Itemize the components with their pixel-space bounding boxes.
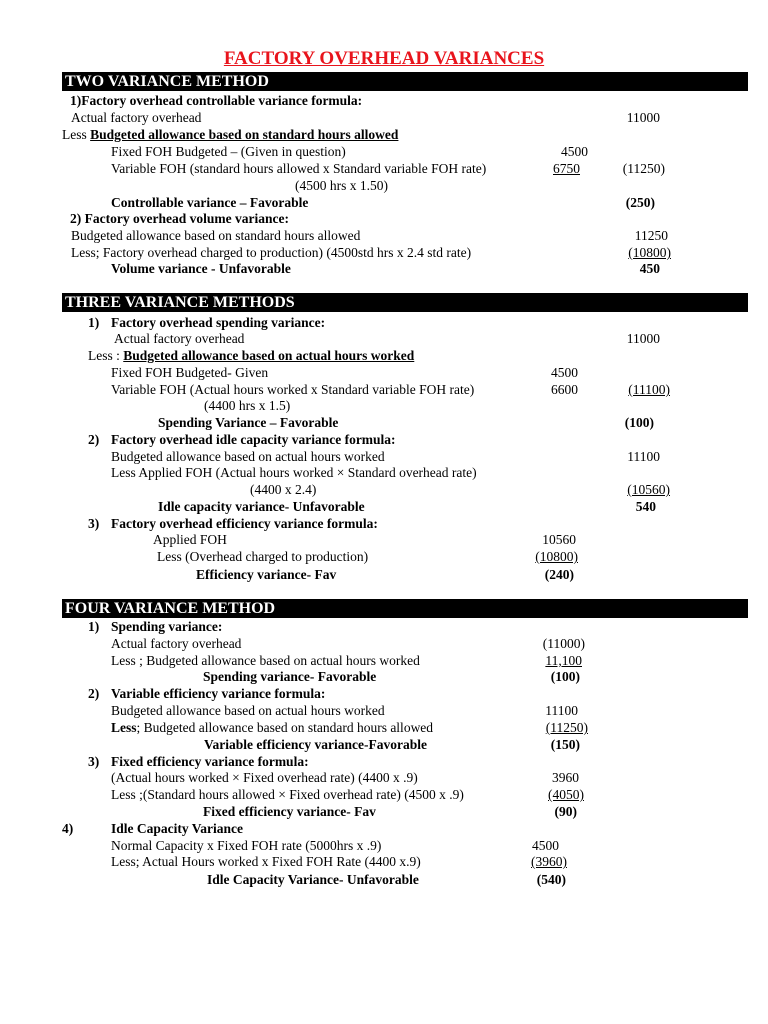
four-actual-foh-label: Actual factory overhead xyxy=(111,636,242,651)
four-budgeted-std-value: (11250) xyxy=(545,720,588,735)
four-var-eff-result-label: Variable efficiency variance-Favorable xyxy=(204,737,427,752)
four-spending-heading: Spending variance: xyxy=(111,619,223,634)
two-less-label: Less Budgeted allowance based on standard hours allowed xyxy=(62,127,399,142)
four-fixed-overhead-label: (Actual hours worked × Fixed overhead rate) (4400 x .9) xyxy=(111,770,418,785)
three-item-number-1: 1) xyxy=(88,315,100,330)
three-budgeted-actual-value: 11100 xyxy=(627,449,660,464)
two-foh-charged-value: (10800) xyxy=(628,245,671,260)
two-fixed-foh-label: Fixed FOH Budgeted – (Given in question) xyxy=(111,144,346,159)
four-budgeted-actual-label: Less ; Budgeted allowance based on actual hours worked xyxy=(111,653,420,668)
four-item-number-3: 3) xyxy=(88,754,100,769)
two-variable-foh-value: 6750 xyxy=(553,161,580,176)
three-applied-foh-value: (10560) xyxy=(627,482,670,497)
page-title: FACTORY OVERHEAD VARIANCES xyxy=(223,48,545,69)
four-idle-result-label: Idle Capacity Variance- Unfavorable xyxy=(207,872,419,887)
four-item-number-1: 1) xyxy=(88,619,100,634)
three-budgeted-actual-label: Budgeted allowance based on actual hours worked xyxy=(111,449,385,464)
three-fixed-foh-label: Fixed FOH Budgeted- Given xyxy=(111,365,269,380)
three-actual-foh-value: 11000 xyxy=(626,331,660,346)
four-idle-heading: Idle Capacity Variance xyxy=(111,821,244,836)
four-fixed-eff-result-label: Fixed efficiency variance- Fav xyxy=(203,804,376,819)
four-std-fixed-overhead-label: Less ;(Standard hours allowed × Fixed overhead rate) (4500 x .9) xyxy=(111,787,464,802)
four-fixed-overhead-value: 3960 xyxy=(552,770,579,785)
three-efficiency-heading: Factory overhead efficiency variance formula: xyxy=(111,516,378,531)
two-foh-charged-label: Less; Factory overhead charged to production) (4500std hrs x 2.4 std rate) xyxy=(71,245,472,260)
four-item-number-2: 2) xyxy=(88,686,100,701)
four-budgeted-actual-value-2: 11100 xyxy=(545,703,578,718)
two-controllable-result-value: (250) xyxy=(625,195,655,210)
two-variable-foh-label: Variable FOH (standard hours allowed x Standard variable FOH rate) xyxy=(111,161,487,176)
three-applied-value: 10560 xyxy=(542,532,576,547)
four-fixed-eff-heading: Fixed efficiency variance formula: xyxy=(111,754,309,769)
three-efficiency-result-label: Efficiency variance- Fav xyxy=(196,567,337,582)
three-idle-result-label: Idle capacity variance- Unfavorable xyxy=(158,499,365,514)
section-header-three-variance: THREE VARIANCE METHODS xyxy=(62,293,748,312)
three-variable-calc-note: (4400 hrs x 1.5) xyxy=(204,398,291,413)
section-header-two-variance: TWO VARIANCE METHOD xyxy=(62,72,748,91)
three-overhead-charged-value: (10800) xyxy=(535,549,578,564)
two-controllable-heading: 1)Factory overhead controllable variance formula: xyxy=(70,93,363,108)
two-fixed-foh-value: 4500 xyxy=(561,144,588,159)
four-budgeted-std-label: Less; Budgeted allowance based on standard hours allowed xyxy=(111,720,434,735)
three-budgeted-actual-heading: Budgeted allowance based on actual hours worked xyxy=(123,348,415,363)
three-spending-result-label: Spending Variance – Favorable xyxy=(158,415,339,430)
four-var-eff-heading: Variable efficiency variance formula: xyxy=(111,686,326,701)
three-variable-foh-label: Variable FOH (Actual hours worked x Standard variable FOH rate) xyxy=(111,382,475,397)
three-efficiency-result-value: (240) xyxy=(544,567,574,582)
two-variable-calc-note: (4500 hrs x 1.50) xyxy=(295,178,388,193)
two-budgeted-std-value: 11250 xyxy=(634,228,668,243)
two-budgeted-allowance-heading: Budgeted allowance based on standard hours allowed xyxy=(90,127,399,142)
four-actual-hours-value: (3960) xyxy=(531,854,567,869)
three-spending-result-value: (100) xyxy=(624,415,654,430)
three-budget-total: (11100) xyxy=(628,382,670,397)
four-idle-result-value: (540) xyxy=(536,872,566,887)
four-budgeted-actual-value: 11,100 xyxy=(545,653,582,668)
two-actual-foh-value: 11000 xyxy=(626,110,660,125)
two-budgeted-std-label: Budgeted allowance based on standard hours allowed xyxy=(71,228,361,243)
four-spending-result-label: Spending variance- Favorable xyxy=(203,669,377,684)
four-normal-capacity-label: Normal Capacity x Fixed FOH rate (5000hrs x .9) xyxy=(111,838,382,853)
three-applied-foh-label: Less Applied FOH (Actual hours worked × Standard overhead rate) xyxy=(111,465,477,480)
four-var-eff-result-value: (150) xyxy=(550,737,580,752)
four-item-number-4: 4) xyxy=(62,821,74,836)
two-budget-total: (11250) xyxy=(622,161,665,176)
three-idle-result-value: 540 xyxy=(635,499,656,514)
three-actual-foh-label: Actual factory overhead xyxy=(114,331,245,346)
two-volume-heading: 2) Factory overhead volume variance: xyxy=(70,211,289,226)
four-actual-foh-value: (11000) xyxy=(542,636,585,651)
three-idle-heading: Factory overhead idle capacity variance formula: xyxy=(111,432,396,447)
four-fixed-eff-result-value: (90) xyxy=(554,804,577,819)
two-actual-foh-label: Actual factory overhead xyxy=(71,110,202,125)
four-std-fixed-overhead-value: (4050) xyxy=(548,787,584,802)
section-header-four-variance: FOUR VARIANCE METHOD xyxy=(62,599,748,618)
two-volume-result-label: Volume variance - Unfavorable xyxy=(111,261,291,276)
two-controllable-result-label: Controllable variance – Favorable xyxy=(111,195,309,210)
three-fixed-foh-value: 4500 xyxy=(551,365,578,380)
four-normal-capacity-value: 4500 xyxy=(532,838,559,853)
three-item-number-3: 3) xyxy=(88,516,100,531)
two-volume-result-value: 450 xyxy=(639,261,660,276)
three-less-label: Less : Budgeted allowance based on actual hours worked xyxy=(88,348,415,363)
three-item-number-2: 2) xyxy=(88,432,100,447)
three-variable-foh-value: 6600 xyxy=(551,382,578,397)
three-applied-label: Applied FOH xyxy=(153,532,227,547)
three-spending-heading: Factory overhead spending variance: xyxy=(111,315,326,330)
four-budgeted-actual-label-2: Budgeted allowance based on actual hours worked xyxy=(111,703,385,718)
three-applied-calc-note: (4400 x 2.4) xyxy=(250,482,317,497)
four-actual-hours-label: Less; Actual Hours worked x Fixed FOH Rate (4400 x.9) xyxy=(111,854,421,869)
three-overhead-charged-label: Less (Overhead charged to production) xyxy=(157,549,369,564)
four-spending-result-value: (100) xyxy=(550,669,580,684)
